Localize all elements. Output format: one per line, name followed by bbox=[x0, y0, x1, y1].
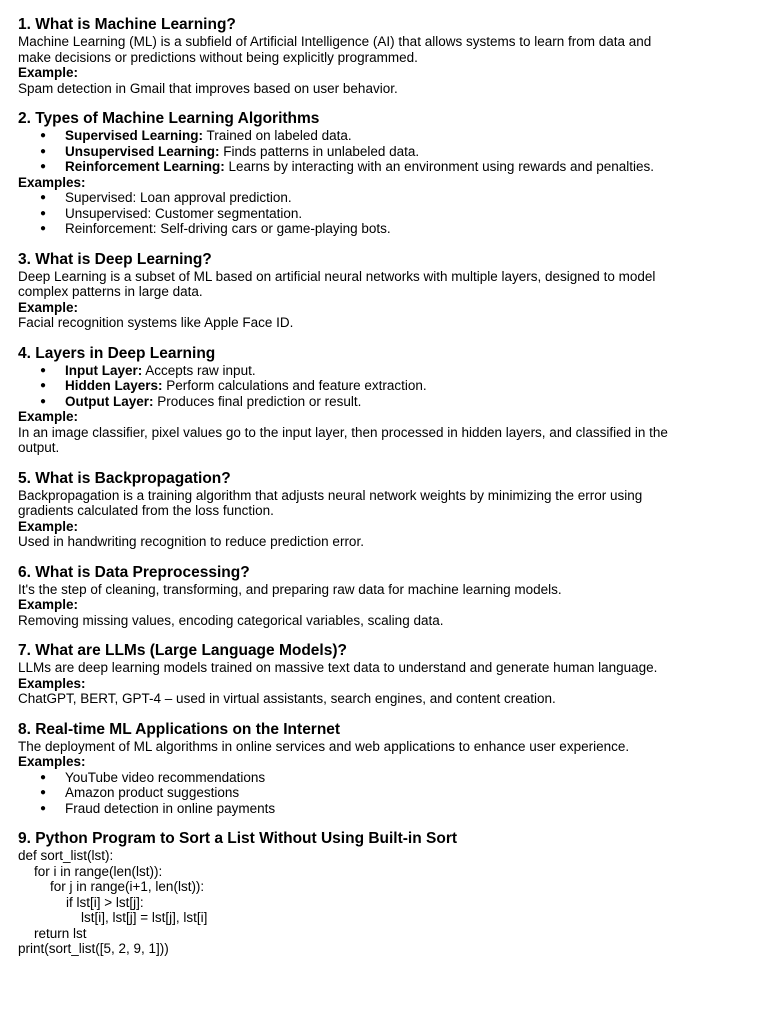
list-item-term: Reinforcement Learning: bbox=[65, 159, 225, 174]
example-label: Example: bbox=[18, 65, 79, 80]
example-text: Removing missing values, encoding categorical variables, scaling data. bbox=[18, 612, 444, 628]
example-text: In an image classifier, pixel values go to the input layer, then processed in hidden layers, and classified in the output. bbox=[18, 424, 668, 455]
example-label: Example: bbox=[18, 409, 79, 424]
list-item: ● Unsupervised: Customer segmentation. bbox=[18, 206, 678, 222]
examples-list bbox=[18, 190, 678, 237]
list-item-term: Unsupervised Learning: bbox=[65, 143, 220, 159]
examples-label: Examples: bbox=[18, 754, 86, 769]
section-heading: 6. What is Data Preprocessing? bbox=[18, 563, 250, 581]
section-heading: 8. Real-time ML Applications on the Internet bbox=[18, 720, 341, 738]
section-heading: 9. Python Program to Sort a List Without Using Built-in Sort bbox=[18, 830, 458, 847]
section-body: Backpropagation is a training algorithm that adjusts neural network weights by minimizing the error using gradients calculated from the loss function. bbox=[18, 487, 643, 518]
list-item bbox=[18, 128, 678, 144]
example-label: Example: bbox=[18, 518, 79, 534]
examples-label: Examples: bbox=[18, 675, 86, 691]
example-label: Example: bbox=[18, 299, 79, 315]
example-text: Spam detection in Gmail that improves based on user behavior. bbox=[18, 80, 398, 96]
section-body: The deployment of ML algorithms in online services and web applications to enhance user experience. bbox=[18, 738, 630, 754]
section-ml-algorithm-types bbox=[18, 110, 678, 237]
section-python-sort-program bbox=[18, 830, 678, 957]
list-item-desc: Finds patterns in unlabeled data. bbox=[219, 143, 420, 159]
section-heading: 3. What is Deep Learning? bbox=[18, 250, 212, 268]
list-item-desc: Produces final prediction or result. bbox=[153, 393, 362, 409]
examples-list bbox=[18, 770, 678, 817]
code-line: print(sort_list([5, 2, 9, 1])) bbox=[18, 941, 169, 956]
list-item-term: Supervised Learning: bbox=[65, 128, 204, 143]
list-item-term: Hidden Layers: bbox=[65, 378, 163, 393]
list-item bbox=[18, 394, 678, 410]
list-item: ● YouTube video recommendations bbox=[18, 770, 678, 786]
list-item bbox=[18, 159, 678, 175]
bullet-list bbox=[18, 128, 678, 175]
examples-label: Examples: bbox=[18, 174, 86, 190]
code-line: if lst[i] > lst[j]: bbox=[66, 894, 144, 910]
list-item-term: Output Layer: bbox=[65, 393, 154, 409]
section-realtime-ml-applications bbox=[18, 721, 678, 817]
section-deep-learning bbox=[18, 251, 678, 331]
list-item: ● Fraud detection in online payments bbox=[18, 801, 678, 817]
section-body: It's the step of cleaning, transforming, and preparing raw data for machine learning models. bbox=[18, 581, 562, 597]
list-item bbox=[18, 144, 678, 160]
list-item: ● Supervised: Loan approval prediction. bbox=[18, 190, 678, 206]
list-item: ● Amazon product suggestions bbox=[18, 785, 678, 801]
bullet-list bbox=[18, 363, 678, 410]
list-item bbox=[18, 378, 678, 394]
list-item-desc: Trained on labeled data. bbox=[203, 128, 352, 143]
list-item-desc: Perform calculations and feature extraction. bbox=[162, 378, 427, 393]
section-machine-learning bbox=[18, 16, 678, 96]
list-item-desc: Learns by interacting with an environment using rewards and penalties. bbox=[224, 159, 655, 174]
section-llms bbox=[18, 642, 678, 707]
section-heading: 1. What is Machine Learning? bbox=[18, 16, 236, 33]
code-line: for i in range(len(lst)): bbox=[34, 863, 163, 879]
section-heading: 2. Types of Machine Learning Algorithms bbox=[18, 110, 320, 127]
section-body: Machine Learning (ML) is a subfield of Artificial Intelligence (AI) that allows systems to learn from data and make decisions or predictions without being explicitly programmed. bbox=[18, 34, 652, 65]
section-heading: 4. Layers in Deep Learning bbox=[18, 344, 216, 362]
example-label: Example: bbox=[18, 597, 79, 612]
example-text: Used in handwriting recognition to reduce prediction error. bbox=[18, 534, 364, 549]
section-data-preprocessing bbox=[18, 564, 678, 629]
section-heading: 5. What is Backpropagation? bbox=[18, 469, 231, 487]
list-item-desc: Accepts raw input. bbox=[142, 362, 256, 378]
section-body: LLMs are deep learning models trained on massive text data to understand and generate human language. bbox=[18, 660, 658, 675]
code-line: for j in range(i+1, len(lst)): bbox=[50, 879, 205, 894]
example-text: Facial recognition systems like Apple Face ID. bbox=[18, 315, 294, 330]
code-line: return lst bbox=[34, 925, 87, 941]
section-body: Deep Learning is a subset of ML based on artificial neural networks with multiple layers, designed to model complex patterns in large data. bbox=[18, 268, 656, 299]
example-text: ChatGPT, BERT, GPT-4 – used in virtual assistants, search engines, and content creation. bbox=[18, 691, 556, 706]
code-block bbox=[18, 848, 678, 957]
code-line: lst[i], lst[j] = lst[j], lst[i] bbox=[81, 910, 208, 925]
section-deep-learning-layers bbox=[18, 345, 678, 456]
list-item-term: Input Layer: bbox=[65, 362, 143, 378]
section-heading: 7. What are LLMs (Large Language Models)? bbox=[18, 642, 347, 659]
list-item bbox=[18, 363, 678, 379]
code-line: def sort_list(lst): bbox=[18, 848, 114, 863]
list-item: ● Reinforcement: Self-driving cars or game-playing bots. bbox=[18, 221, 678, 237]
section-backpropagation bbox=[18, 470, 678, 550]
